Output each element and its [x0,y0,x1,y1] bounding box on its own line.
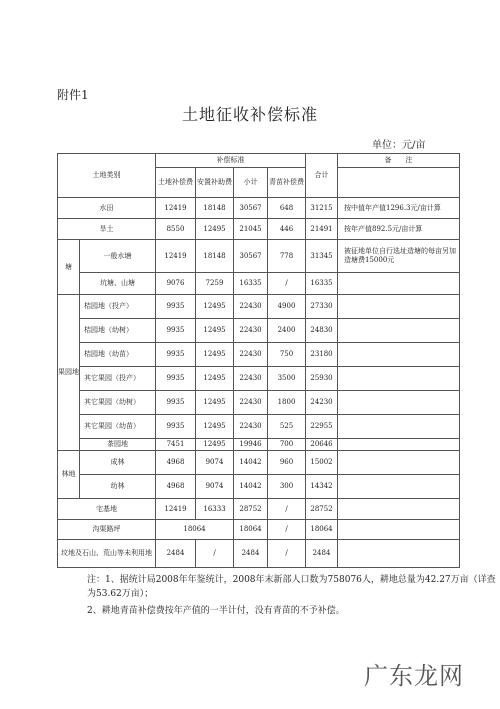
table-row: 水田 12419 18148 30567 648 31215 按中值年产值1296.3元/亩计算 [58,198,460,219]
header-row [58,154,460,168]
group-label: 塘 [58,240,80,295]
unit-label: 单位：元/亩 [372,140,426,151]
remark-cell [338,273,460,295]
remark-cell [338,343,460,367]
remark-cell [338,520,460,540]
remark-cell [338,499,460,520]
remark-cell [338,540,460,568]
remark-cell [338,295,460,319]
table-row: 桔园地（幼苗） 9935 12495 22430 750 23180 [58,343,460,367]
table-row: 坑塘、山塘 9076 7259 16335 / 16335 [58,273,460,295]
table-row: 宅基地 12419 16333 28752 / 28752 [58,499,460,520]
header-subtotal: 小计 [234,168,268,198]
remark-cell: 按年产值892.5元/亩计算 [338,219,460,240]
header-land-fee: 土地补偿费 [156,168,196,198]
header-remark: 备 注 [338,154,460,168]
compensation-table [57,153,460,568]
group-label: 果园地 [58,295,80,451]
header-standard: 补偿标准 [156,154,306,168]
table-row: 幼林 4968 9074 14042 300 14342 [58,475,460,499]
page-title: 土地征收补偿标准 [181,105,318,124]
remark-cell [338,391,460,415]
annex-label: 附件1 [57,88,89,102]
table-row: 沟渠路坪 18064 18064 / 18064 [58,520,460,540]
table-row: 旱土 8550 12495 21045 446 21491 按年产值892.5元/亩计算 [58,219,460,240]
table-row: 其它果园（幼树） 9935 12495 22430 1800 24230 [58,391,460,415]
remark-blank [338,168,460,198]
header-land-type: 土地类别 [58,154,156,198]
header-crop-fee: 青苗补偿费 [268,168,306,198]
remark-cell [338,319,460,343]
header-resettle-fee: 安置补助费 [196,168,234,198]
remark-cell: 被征地单位自行选址造塘的每亩另加造塘费15000元 [338,240,460,273]
table-row: 林地 成林 4968 9074 14042 960 15002 [58,451,460,475]
note-2: 2、耕地青苗补偿费按年产值的一半计付，没有青苗的不予补偿。 [87,606,345,616]
table-row: 果园地 桔园地（投产） 9935 12495 22430 4900 27330 [58,295,460,319]
table-row: 塘 一般水塘 12419 18148 30567 778 31345 被征地单位自行选址造塘的每亩另加造塘费15000元 [58,240,460,273]
note-1: 注：1、据统计局2008年年鉴统计，2008年末新部人口数为758076人，耕地总量为42.27万亩（详查为53.62万亩）； [87,575,496,599]
table-row: 坟地及石山、荒山等未利用地 2484 / 2484 / 2484 [58,540,460,568]
header-total: 合计 [306,154,338,198]
table-row: 茶园地 7451 12495 19946 700 20646 [58,439,460,451]
remark-cell [338,475,460,499]
remark-cell [338,439,460,451]
remark-cell [338,415,460,439]
remark-cell: 按中值年产值1296.3元/亩计算 [338,198,460,219]
remark-cell [338,367,460,391]
remark-cell [338,451,460,475]
watermark-logo: 广东龙网 [364,662,464,690]
table-row: 其它果园（幼苗） 9935 12495 22430 525 22955 [58,415,460,439]
table-row: 桔园地（幼树） 9935 12495 22430 2400 24830 [58,319,460,343]
group-label: 林地 [58,451,80,499]
table-row: 其它果园（投产） 9935 12495 22430 3500 25930 [58,367,460,391]
